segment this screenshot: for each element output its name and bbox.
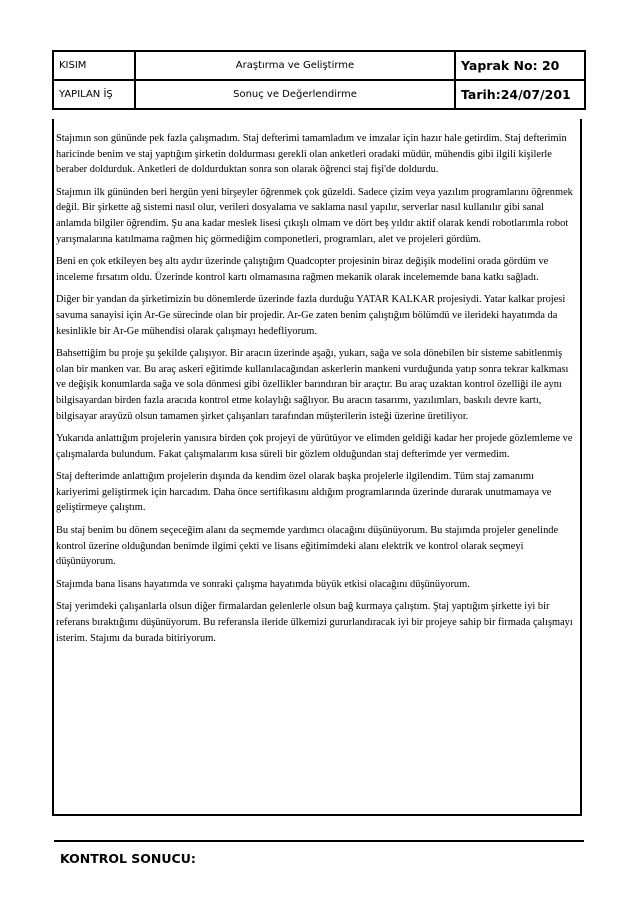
paragraph-1: Stajımın son gününde pek fazla çalışmadım. Staj defterimi tamamladım ve imzalar için hazır hale getirdim. Staj defterimin haricinde benim ve staj yaptığım şirketin doldurması gerekli olan anketleri oradaki müdür, mühendis gibi ilgili kişilerle beraber doldurduk. Anketleri de doldurduktan sonra son olarak öğrenci staj fişi'de doldurdu.: [56, 133, 567, 176]
header-row-section: [53, 51, 585, 80]
paragraph-2: Stajımın ilk gününden beri hergün yeni birşeyler öğrenmek çok güzeldi. Sadece çizim veya yazılım programlarını öğrenmek değil. Bir şirkette ağ sistemi nasıl olur, verileri dosyalama ve saklama nasıl yapılır, serverlar nasıl kullanılır gibi sanal anlamda bilgiler öğrendim. Şu ana kadar meslek lisesi çıkışlı olmam ve dört beş yıldır aktif olarak kendi robotlarımla robot yarışmalarına katılmama rağmen hiç görmediğim componetleri, programları, alet ve projeleri gördüm.: [56, 186, 573, 245]
work-value: Sonuç ve Değerlendirme: [135, 80, 455, 109]
section-value: Araştırma ve Geliştirme: [135, 51, 455, 80]
control-result-section: [54, 840, 584, 877]
report-page: [52, 50, 582, 866]
content-box: [52, 119, 582, 866]
header-row-work: [53, 80, 585, 109]
paragraph-3: Beni en çok etkileyen beş altı aydır üzerinde çalıştığım Quadcopter projesinin biraz değişik modelini orada gördüm ve inceleme fırsatım oldu. Üzerinde kontrol kartı olmamasına rağmen mekanik olarak incelememde bana katkı sağladı.: [56, 256, 549, 283]
paragraph-10: Staj yerimdeki çalışanlarla olsun diğer firmalardan gelenlerle olsun bağ kurmaya çalıştım. Ştaj yaptığım şirkette iyi bir referans bıraktığımı düşünüyorum. Bu referansla ileride ülkemizi gururlandıracak iyi bir projeye sahip bir firmada çalışmayı isterim. Stajımı da burada bitiriyorum.: [56, 601, 573, 644]
paragraph-7: Staj defterimde anlattığım projelerin dışında da kendim özel olarak başka projelerle ilgilendim. Tüm staj zamanımı kariyerimi geliştirmek için harcadım. Daha önce sertifikasını aldığım programlarında üzerinde durarak unutmamaya ve geliştirmeye çalıştım.: [56, 471, 552, 514]
header-table: [52, 50, 586, 110]
section-label: KISIM: [53, 51, 135, 80]
paragraph-4: Diğer bir yandan da şirketimizin bu dönemlerde üzerinde fazla durduğu YATAR KALKAR projesiydi. Yatar kalkar projesi savuma sanayisi için Ar-Ge sürecinde olan bir projedir. Ar-Ge zaten benim çalıştığım bölümdü ve ilerideki hayatımda da kesinlikle bir Ar-Ge mühendisi olarak çalışmayı hedefliyorum.: [56, 294, 566, 337]
paragraph-5: Bahsettiğim bu proje şu şekilde çalışıyor. Bir aracın üzerinde aşağı, yukarı, sağa ve sola dönebilen bir sisteme sabitlenmiş olan bir manken var. Bu araç askeri eğitimde kullanılacağından askerlerin mankeni vurduğunda yatıp sonra tekrar kalkması ve değişik konumlarda sağa ve sola dönmesi gibi özellikler barındıran bir araçtır. Bu araç uzaktan kontrol özelliği ile aynı bilgisayardan birden fazla aracıda kontrol etme kolaylığı sağlıyor. Bu aracın tasarımı, yazılımları, baskılı devre kartı, bilgisayar arayüzü olsun tamamen şirket çalışanları tarafından müşterilerin isteği üzerine üretiliyor.: [56, 348, 569, 422]
paragraph-9: Stajımda bana lisans hayatımda ve sonraki çalışma hayatımda büyük etkisi olacağını düşünüyorum.: [56, 578, 470, 590]
date-field: Tarih:24/07/201: [455, 80, 585, 109]
paragraph-8: Bu staj benim bu dönem seçeceğim alanı da seçmemde yardımcı olacağını düşünüyorum. Bu stajımda projeler genelinde kontrol üzerine olduğundan benimde ilgimi çekti ve lisans eğitimimdeki alanı elektrik ve kontrol olarak seçmeyi düşünüyorum.: [56, 525, 559, 568]
work-label: YAPILAN İŞ: [53, 80, 135, 109]
report-body: [56, 131, 578, 653]
paragraph-6: Yukarıda anlattığım projelerin yanısıra birden çok projeyi de yürütüyor ve elimden geldiği kadar her projede gözlemleme ve çalışmalarda bulundum. Fakat çalışmalarım kısa süreli bir gözlem olduğundan staj defterimde yer vermedim.: [56, 433, 573, 460]
control-result-label: KONTROL SONUCU:: [60, 851, 196, 866]
page-number: Yaprak No: 20: [455, 51, 585, 80]
